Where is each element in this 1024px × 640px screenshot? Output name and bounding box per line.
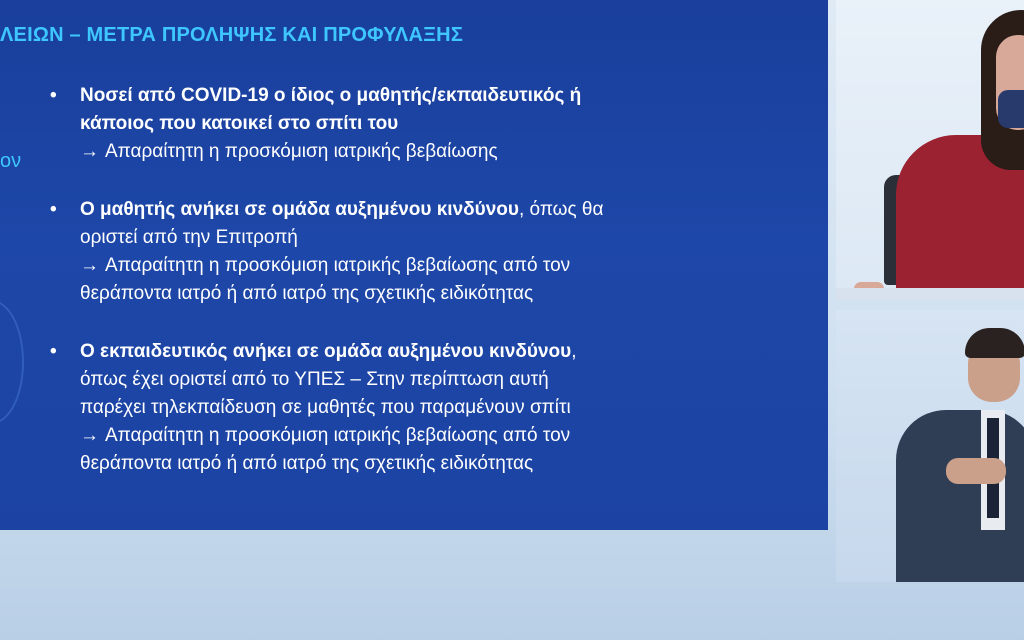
bullet-1-heading: Νοσεί από COVID-19 ο ίδιος ο μαθητής/εκπαιδευτικός ή [80,85,582,106]
bullet-1-requirement [80,138,770,166]
bullet-2-requirement-text: Απαραίτητη η προσκόμιση ιατρικής βεβαίωσης από τον [105,255,571,276]
bullet-3-line5: θεράποντα ιατρό ή από ιατρό της σχετικής ειδικότητας [80,453,534,474]
bullet-3-heading [80,338,770,366]
bullet-1-heading-cont: κάποιος που κατοικεί στο σπίτι του [80,113,399,134]
arrow-right-icon: → [80,255,99,276]
bullet-3-bold-text: Ο εκπαιδευτικός ανήκει σε ομάδα αυξημένου κινδύνου [80,341,572,362]
bullet-2-line4: θεράποντα ιατρό ή από ιατρό της σχετικής ειδικότητας [80,283,534,304]
bullet-2-bold-text: Ο μαθητής ανήκει σε ομάδα αυξημένου κινδύνου [80,199,519,220]
bullet-3-requirement [80,422,770,450]
bullet-dot-icon: • [50,341,57,362]
speaker-video-feed [836,0,1024,300]
bullet-dot-icon: • [50,85,57,106]
bullet-3-requirement-text: Απαραίτητη η προσκόμιση ιατρικής βεβαίωσης από τον [105,425,571,446]
bullet-2-requirement [80,252,770,280]
bullet-2-heading [80,196,770,224]
bullet-item-2 [50,196,770,308]
bullet-item-1 [50,82,770,166]
interpreter-hair [965,328,1024,358]
slide-title: ΛΕΙΩΝ – ΜΕΤΡΑ ΠΡΟΛΗΨΗΣ ΚΑΙ ΠΡΟΦΥΛΑΞΗΣ [0,24,464,46]
interpreter-hands [946,458,1006,484]
bullet-1-requirement-text: Απαραίτητη η προσκόμιση ιατρικής βεβαίωσης [105,141,498,162]
desk-edge [836,288,1024,300]
arrow-right-icon: → [80,141,99,162]
arrow-right-icon: → [80,425,99,446]
bullet-3-line2: όπως έχει οριστεί από το ΥΠΕΣ – Στην περίπτωση αυτή [80,369,549,390]
bullet-list [50,82,770,508]
bullet-2-line2: οριστεί από την Επιτροπή [80,227,298,248]
bullet-3-line3: παρέχει τηλεκπαίδευση σε μαθητές που παραμένουν σπίτι [80,397,571,418]
bullet-item-3 [50,338,770,478]
face-mask-icon [998,90,1024,128]
decorative-arc [0,300,24,424]
side-text-fragment: ον [0,150,22,172]
sign-language-interpreter-feed [836,310,1024,582]
bullet-3-rest-text: , [571,341,577,362]
bullet-dot-icon: • [50,199,57,220]
bullet-2-rest-text: , όπως θα [518,199,604,220]
